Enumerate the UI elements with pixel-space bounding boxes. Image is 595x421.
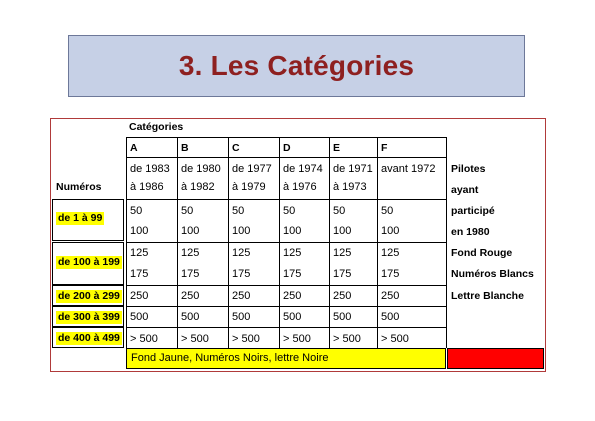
grid-hline-top — [126, 137, 446, 138]
year-to-c: à 1979 — [232, 181, 266, 193]
cc-value-e: 250 — [333, 290, 352, 302]
cc-value-a: 50 — [130, 205, 143, 217]
cc-value-e: 500 — [333, 311, 352, 323]
cc-value-e: 125 — [333, 247, 352, 259]
footer-yellow-text: Fond Jaune, Numéros Noirs, lettre Noire — [131, 352, 329, 364]
cc-value-d: 250 — [283, 290, 302, 302]
cc-value-a: 175 — [130, 268, 149, 280]
grid-hline-group2 — [126, 242, 446, 243]
cc-value-c: 50 — [232, 205, 245, 217]
slide-title: 3. Les Catégories — [178, 50, 415, 81]
cc-value-b: 125 — [181, 247, 200, 259]
numeros-range: de 1 à 99 — [58, 212, 103, 224]
grid-vline — [279, 137, 280, 348]
cc-value-b: 50 — [181, 205, 194, 217]
year-from-c: de 1977 — [232, 163, 272, 175]
cc-value-d: 125 — [283, 247, 302, 259]
year-to-d: à 1976 — [283, 181, 317, 193]
grid-hline-years — [126, 199, 446, 200]
cc-value-b: 250 — [181, 290, 200, 302]
pilotes-note-line: Lettre Blanche — [451, 290, 524, 302]
pilotes-note-line: en 1980 — [451, 226, 490, 238]
title-banner — [68, 35, 525, 97]
year-to-b: à 1982 — [181, 181, 215, 193]
pilotes-note-line: participé — [451, 205, 495, 217]
cc-value-d: 50 — [283, 205, 296, 217]
cc-value-c: 500 — [232, 311, 251, 323]
cc-value-d: > 500 — [283, 333, 311, 345]
column-header-c: C — [232, 142, 240, 154]
numeros-range: de 300 à 399 — [58, 311, 120, 323]
numeros-range: de 400 à 499 — [58, 332, 120, 344]
cc-value-e: > 500 — [333, 333, 361, 345]
cc-value-f: 125 — [381, 247, 400, 259]
pilotes-note-line: ayant — [451, 184, 479, 196]
grid-hline-group5 — [126, 327, 446, 328]
categories-heading: Catégories — [129, 121, 184, 133]
cc-value-e: 175 — [333, 268, 352, 280]
cc-value-b: > 500 — [181, 333, 209, 345]
column-header-f: F — [381, 142, 388, 154]
cc-value-b: 100 — [181, 225, 200, 237]
column-header-b: B — [181, 142, 189, 154]
cc-value-a: 100 — [130, 225, 149, 237]
cc-value-b: 175 — [181, 268, 200, 280]
cc-value-a: 500 — [130, 311, 149, 323]
cc-value-e: 50 — [333, 205, 346, 217]
cc-value-a: 250 — [130, 290, 149, 302]
cc-value-c: 175 — [232, 268, 251, 280]
footer-red-box — [447, 348, 544, 369]
year-from-b: de 1980 — [181, 163, 221, 175]
cc-value-b: 500 — [181, 311, 200, 323]
cc-value-e: 100 — [333, 225, 352, 237]
numeros-range: de 100 à 199 — [58, 256, 120, 268]
numeros-label: Numéros — [56, 181, 102, 193]
cc-value-d: 175 — [283, 268, 302, 280]
grid-hline-group4 — [126, 306, 446, 307]
pilotes-note-line: Numéros Blancs — [451, 268, 534, 280]
grid-vline — [126, 137, 127, 348]
column-header-d: D — [283, 142, 291, 154]
grid-vline — [446, 137, 447, 348]
cc-value-f: 250 — [381, 290, 400, 302]
year-from-d: de 1974 — [283, 163, 323, 175]
cc-value-c: 100 — [232, 225, 251, 237]
grid-vline — [177, 137, 178, 348]
cc-value-d: 500 — [283, 311, 302, 323]
cc-value-a: 125 — [130, 247, 149, 259]
cc-value-a: > 500 — [130, 333, 158, 345]
cc-value-c: 125 — [232, 247, 251, 259]
cc-value-c: 250 — [232, 290, 251, 302]
grid-hline-group3 — [126, 285, 446, 286]
year-from-f: avant 1972 — [381, 163, 436, 175]
column-header-a: A — [130, 142, 138, 154]
cc-value-f: 175 — [381, 268, 400, 280]
grid-hline-header — [126, 157, 446, 158]
year-to-a: à 1986 — [130, 181, 164, 193]
cc-value-d: 100 — [283, 225, 302, 237]
grid-vline — [228, 137, 229, 348]
grid-vline — [377, 137, 378, 348]
cc-value-c: > 500 — [232, 333, 260, 345]
year-from-e: de 1971 — [333, 163, 373, 175]
year-to-e: à 1973 — [333, 181, 367, 193]
cc-value-f: 100 — [381, 225, 400, 237]
year-from-a: de 1983 — [130, 163, 170, 175]
pilotes-note-line: Fond Rouge — [451, 247, 513, 259]
numeros-range: de 200 à 299 — [58, 290, 120, 302]
pilotes-note-line: Pilotes — [451, 163, 486, 175]
cc-value-f: 50 — [381, 205, 394, 217]
grid-vline — [329, 137, 330, 348]
cc-value-f: 500 — [381, 311, 400, 323]
column-header-e: E — [333, 142, 341, 154]
cc-value-f: > 500 — [381, 333, 409, 345]
